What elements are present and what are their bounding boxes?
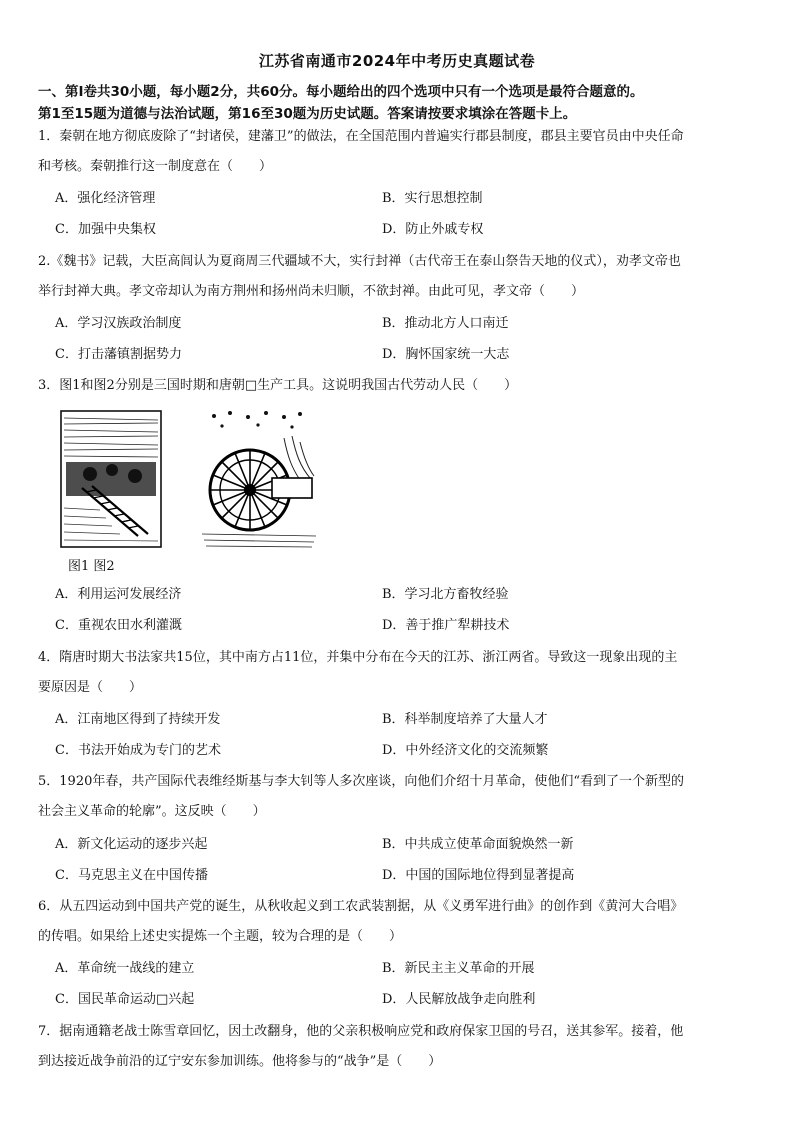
q3-option-b[interactable]: B．学习北方畜牧经验 [382,587,509,602]
q3-option-a[interactable]: A．利用运河发展经济 [55,587,182,602]
q5-option-c[interactable]: C．马克思主义在中国传播 [55,868,208,883]
figure-1-illustration [60,410,162,548]
q1-option-d[interactable]: D．防止外戚专权 [382,222,484,237]
q1-option-a[interactable]: A．强化经济管理 [55,191,156,206]
q1-option-b[interactable]: B．实行思想控制 [382,191,483,206]
q2-option-d[interactable]: D．胸怀国家统一大志 [382,347,510,362]
q6-option-b[interactable]: B．新民主主义革命的开展 [382,961,535,976]
q5-option-a[interactable]: A．新文化运动的逐步兴起 [55,837,208,852]
q3-option-c[interactable]: C．重视农田水利灌溉 [55,618,182,633]
q6-option-c[interactable]: C．国民革命运动□兴起 [55,992,195,1007]
page-title: 江苏省南通市2024年中考历史真题试卷 [258,52,536,70]
q3-option-d[interactable]: D．善于推广犁耕技术 [382,618,510,633]
q2-option-c[interactable]: C．打击藩镇割据势力 [55,347,182,362]
q2-option-a[interactable]: A．学习汉族政治制度 [55,316,182,331]
q5-option-b[interactable]: B．中共成立使革命面貌焕然一新 [382,837,574,852]
q6-stem-line-2: 的传唱。如果给上述史实提炼一个主题，较为合理的是（ ） [38,929,403,944]
q7-stem-line-2: 到达接近战争前沿的辽宁安东参加训练。他将参与的“战争”是（ ） [38,1054,442,1069]
q5-option-d[interactable]: D．中国的国际地位得到显著提高 [382,868,575,883]
q4-option-b[interactable]: B．科举制度培养了大量人才 [382,712,548,727]
q5-stem-line-1: 5．1920年春，共产国际代表维经斯基与李大钊等人多次座谈，向他们介绍十月革命，使他们“看到了一个新型的 [38,774,685,789]
q7-stem-line-1: 7．据南通籍老战士陈雪章回忆，因土改翻身，他的父亲积极响应党和政府保家卫国的号召，送其参军。接着，他 [38,1024,684,1039]
q3-stem-line-1: 3．图1和图2分别是三国时期和唐朝□生产工具。这说明我国古代劳动人民（ ） [38,378,518,393]
section-instruction-2: 第1至15题为道德与法治试题，第16至30题为历史试题。答案请按要求填涂在答题卡上。 [38,106,577,122]
figure-2-illustration [200,408,318,550]
q4-option-a[interactable]: A．江南地区得到了持续开发 [55,712,221,727]
figure-caption: 图1 图2 [68,559,115,574]
q4-stem-line-2: 要原因是（ ） [38,680,143,695]
q4-option-c[interactable]: C．书法开始成为专门的艺术 [55,743,221,758]
q2-option-b[interactable]: B．推动北方人口南迁 [382,316,509,331]
q1-stem-line-2: 和考核。秦朝推行这一制度意在（ ） [38,159,273,174]
q2-stem-line-2: 举行封禅大典。孝文帝却认为南方荆州和扬州尚未归顺，不欲封禅。由此可见，孝文帝（ ） [38,284,585,299]
q1-option-c[interactable]: C．加强中央集权 [55,222,156,237]
q6-option-d[interactable]: D．人民解放战争走向胜利 [382,992,536,1007]
q2-stem-line-1: 2.《魏书》记载，大臣高闾认为夏商周三代疆域不大，实行封禅（古代帝王在泰山祭告天地的仪式），劝孝文帝也 [38,254,681,269]
section-instruction-1: 一、第Ⅰ卷共30小题，每小题2分，共60分。每小题给出的四个选项中只有一个选项是最符合题意的。 [38,84,644,100]
q6-stem-line-1: 6．从五四运动到中国共产党的诞生，从秋收起义到工农武装割据，从《义勇军进行曲》的创作到《黄河大合唱》 [38,899,684,914]
q1-stem-line-1: 1．秦朝在地方彻底废除了“封诸侯，建藩卫”的做法，在全国范围内普遍实行郡县制度，郡县主要官员由中央任命 [38,129,684,144]
q4-stem-line-1: 4．隋唐时期大书法家共15位，其中南方占11位，并集中分布在今天的江苏、浙江两省。导致这一现象出现的主 [38,650,678,665]
q5-stem-line-2: 社会主义革命的轮廓”。这反映（ ） [38,804,266,819]
q4-option-d[interactable]: D．中外经济文化的交流频繁 [382,743,549,758]
q6-option-a[interactable]: A．革命统一战线的建立 [55,961,195,976]
